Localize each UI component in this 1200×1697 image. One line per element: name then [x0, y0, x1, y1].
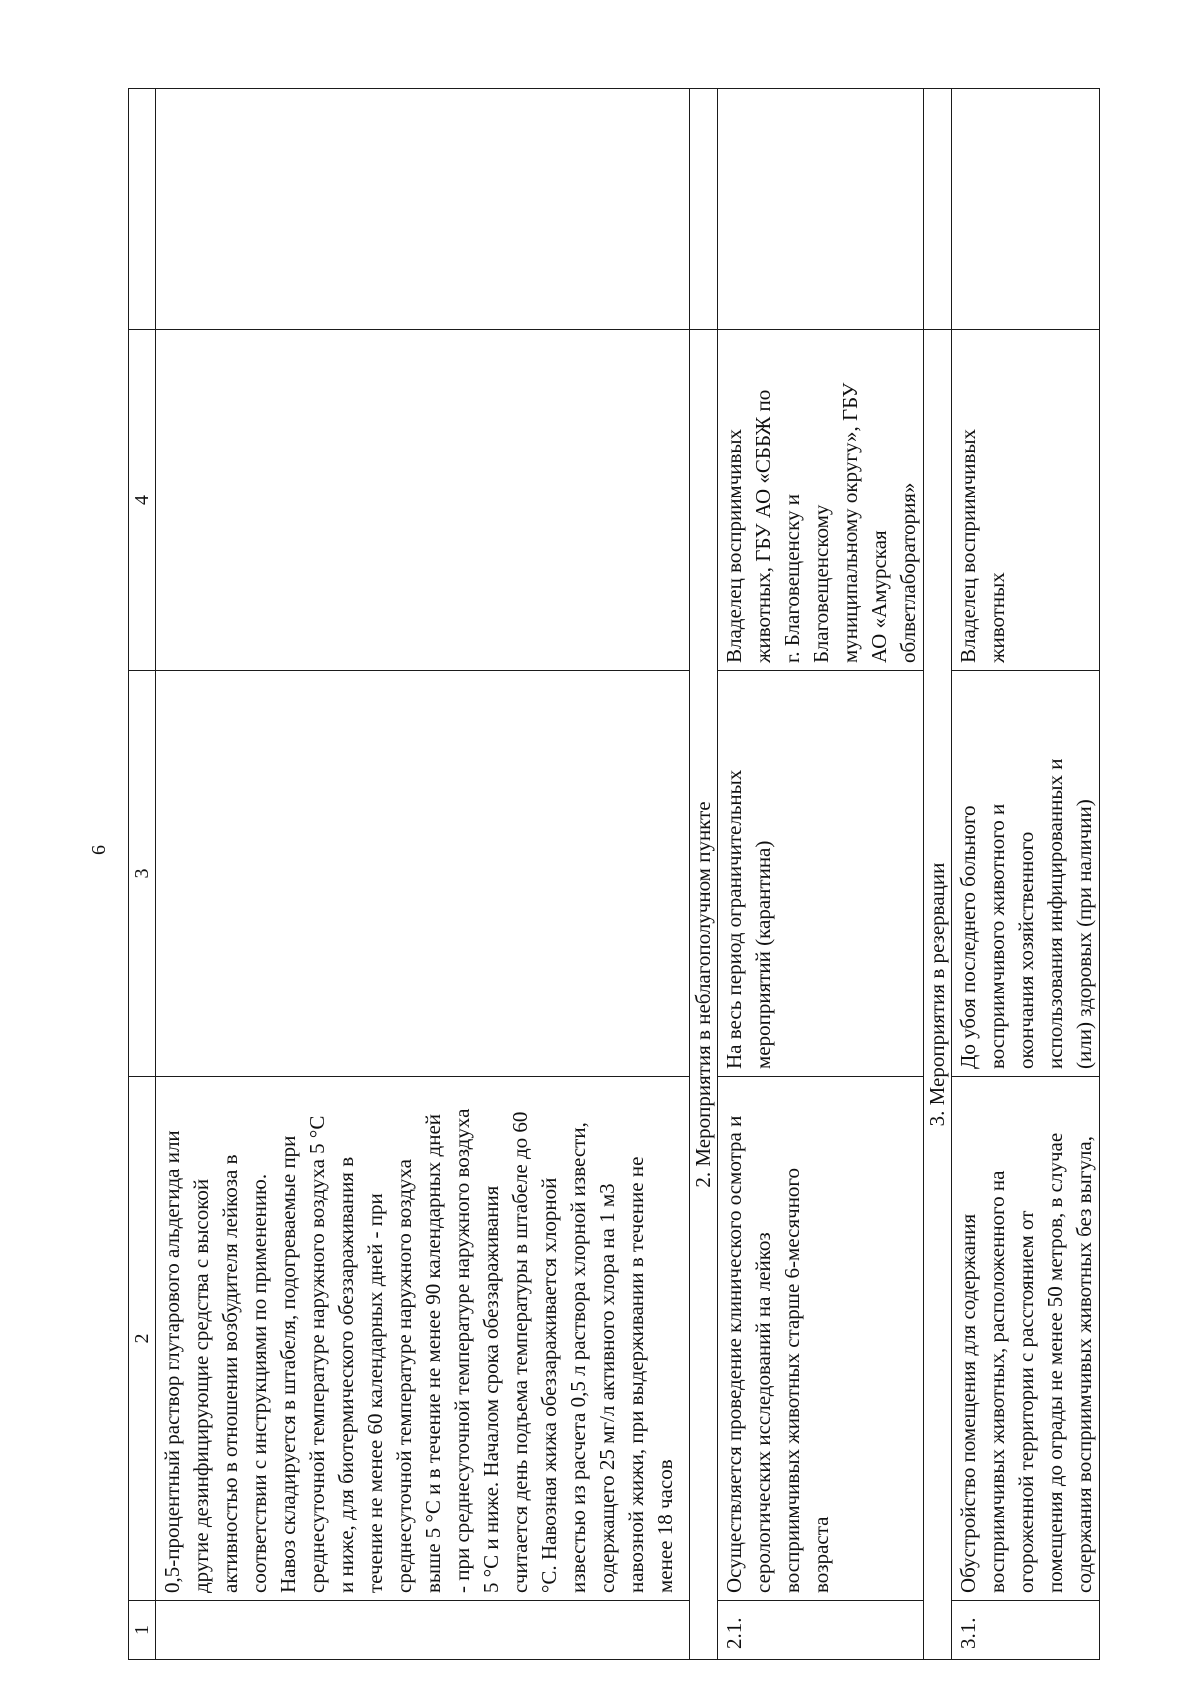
- measures-table: [128, 88, 1100, 1660]
- text-line: Обустройство помещения для содержания: [956, 1213, 980, 1593]
- text-line: активностью в отношении возбудителя лейкоза в: [218, 1154, 242, 1593]
- section-row: [690, 89, 718, 1660]
- text-line: Владелец восприимчивых: [956, 428, 980, 663]
- text-line: Благовещенскому: [809, 504, 833, 663]
- text-line: возраста: [809, 1516, 833, 1593]
- text-line: и ниже, для биотермического обеззараживания в: [334, 1156, 358, 1593]
- header-col-2: 2: [129, 1077, 156, 1601]
- text-line: облветлаборатория»: [896, 482, 920, 663]
- text-line: использования инфицированных и: [1043, 758, 1067, 1069]
- text-line: огороженной территории с расстоянием от: [1014, 1210, 1038, 1593]
- row31-col3: [952, 671, 1100, 1077]
- table-row: [156, 89, 690, 1660]
- text-line: АО «Амурская: [867, 530, 891, 663]
- text-line: другие дезинфицирующие средства с высокой: [189, 1178, 213, 1593]
- section-title-2: 2. Мероприятия в неблагополучном пункте: [690, 330, 718, 1660]
- text-line: среднесуточной температуре наружного воздуха 5 °С: [305, 1115, 329, 1593]
- text-line: менее 18 часов: [653, 1459, 677, 1593]
- row0-blank: [156, 89, 690, 330]
- rotated-table-container: [128, 89, 1096, 1660]
- text-line: На весь период ограничительных: [722, 769, 746, 1069]
- text-line: навозной жижи, при выдерживании в течение не: [624, 1156, 648, 1593]
- row-number: 3.1.: [952, 1601, 1100, 1660]
- row31-blank: [952, 89, 1100, 330]
- text-line: восприимчивых животных, расположенного на: [985, 1170, 1009, 1593]
- text-line: содержащего 25 мг/л активного хлора на 1 м3: [595, 1183, 619, 1593]
- text-line: течение не менее 60 календарных дней - при: [363, 1193, 387, 1593]
- row0-col4: [156, 330, 690, 671]
- text-line: - при среднесуточной температуре наружного воздуха: [450, 1108, 474, 1593]
- row21-col4: [718, 330, 924, 671]
- header-col-blank: [129, 89, 156, 330]
- page-number: 6: [88, 845, 110, 855]
- text-line: мероприятий (карантина): [751, 840, 775, 1069]
- section-title-3: 3. Мероприятия в резервации: [924, 330, 952, 1660]
- row-number: 2.1.: [718, 1601, 924, 1660]
- text-line: восприимчивых животных старше 6-месячного: [780, 1167, 804, 1593]
- row21-col2: [718, 1077, 924, 1601]
- text-line: известью из расчета 0,5 л раствора хлорной извести,: [566, 1122, 590, 1593]
- row0-col2: [156, 1077, 690, 1601]
- text-line: животных: [985, 572, 1009, 663]
- text-line: 5 °С и ниже. Началом срока обеззараживания: [479, 1185, 503, 1593]
- text-line: животных, ГБУ АО «СББЖ по: [751, 389, 775, 663]
- text-line: (или) здоровых (при наличии): [1072, 799, 1096, 1069]
- text-line: содержания восприимчивых животных без выгула,: [1072, 1136, 1096, 1593]
- text-line: 0,5-процентный раствор глутарового альдегида или: [160, 1130, 184, 1593]
- text-line: Владелец восприимчивых: [722, 428, 746, 663]
- row21-col3: [718, 671, 924, 1077]
- text-line: окончания хозяйственного: [1014, 831, 1038, 1069]
- section-blank: [924, 89, 952, 330]
- text-line: До убоя последнего больного: [956, 805, 980, 1069]
- text-line: выше 5 °С и в течение не менее 90 календарных дней: [421, 1113, 445, 1593]
- text-line: Навоз складируется в штабеля, подогреваемые при: [276, 1135, 300, 1593]
- table-row: [718, 89, 924, 1660]
- row21-blank: [718, 89, 924, 330]
- text-line: восприимчивого животного и: [985, 803, 1009, 1069]
- text-line: считается день подъема температуры в штабеле до 60: [508, 1111, 532, 1593]
- text-line: среднесуточной температуре наружного воздуха: [392, 1159, 416, 1593]
- row31-col2: [952, 1077, 1100, 1601]
- text-line: помещения до ограды не менее 50 метров, в случае: [1043, 1132, 1067, 1593]
- text-line: соответствии с инструкциями по применению.: [247, 1173, 271, 1593]
- row0-col3: [156, 671, 690, 1077]
- header-col-3: 3: [129, 671, 156, 1077]
- table-row: [952, 89, 1100, 1660]
- header-col-1: 1: [129, 1601, 156, 1660]
- table-header-row: [129, 89, 156, 1660]
- header-col-4: 4: [129, 330, 156, 671]
- text-line: °С. Навозная жижа обеззараживается хлорной: [537, 1177, 561, 1593]
- text-line: муниципальному округу», ГБУ: [838, 382, 862, 663]
- text-line: г. Благовещенску и: [780, 494, 804, 663]
- text-line: Осуществляется проведение клинического осмотра и: [722, 1115, 746, 1593]
- row0-num: [156, 1601, 690, 1660]
- section-blank: [690, 89, 718, 330]
- text-line: серологических исследований на лейкоз: [751, 1232, 775, 1593]
- section-row: [924, 89, 952, 1660]
- row31-col4: [952, 330, 1100, 671]
